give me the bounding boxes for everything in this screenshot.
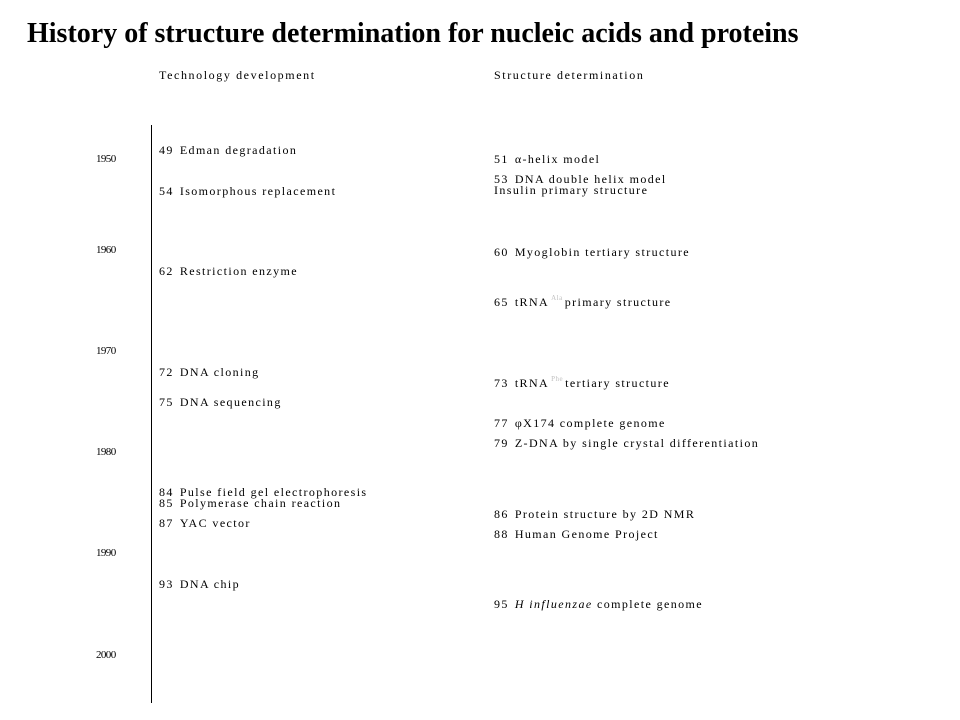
structure-event-year: 51	[494, 152, 509, 166]
tech-event	[159, 264, 298, 279]
structure-event-text: φX174 complete genome	[514, 416, 666, 430]
structure-event-text-suffix: complete genome	[597, 597, 703, 611]
structure-event	[494, 183, 648, 198]
structure-event-text: Myoglobin tertiary structure	[514, 245, 690, 259]
structure-event-year: 65	[494, 295, 509, 309]
structure-event-year: 60	[494, 245, 509, 259]
structure-event	[494, 245, 690, 260]
structure-event	[494, 436, 759, 451]
structure-event	[494, 527, 659, 542]
tech-event	[159, 365, 260, 380]
decade-label-2000: 2000	[96, 649, 116, 661]
tech-event	[159, 395, 282, 410]
tech-event-text: Restriction enzyme	[179, 264, 298, 278]
decade-label-1990: 1990	[96, 547, 116, 559]
structure-column-header: Structure determination	[494, 68, 645, 82]
structure-event-text: Human Genome Project	[514, 527, 659, 541]
tech-event-text: Pulse field gel electrophoresis	[179, 485, 368, 499]
page-title: History of structure determination for nucleic acids and proteins	[27, 18, 799, 49]
structure-event-text-prefix: tRNA	[514, 376, 550, 390]
structure-event-text-prefix: tRNA	[514, 295, 550, 309]
tech-event	[159, 143, 297, 158]
structure-event-text-suffix: primary structure	[564, 295, 672, 309]
tech-event	[159, 577, 240, 592]
decade-label-1980: 1980	[96, 446, 116, 458]
structure-event-superscript: Phe	[551, 375, 564, 383]
tech-event-text: Edman degradation	[179, 143, 298, 157]
structure-event-year: 95	[494, 597, 509, 611]
structure-event	[494, 294, 671, 310]
tech-event-year: 72	[159, 365, 174, 379]
structure-event-species: H influenzae	[514, 597, 593, 611]
structure-event-year: 73	[494, 376, 509, 390]
timeline-axis	[151, 125, 152, 703]
tech-event	[159, 184, 336, 199]
tech-event	[159, 516, 251, 531]
structure-event-text: DNA double helix model	[514, 172, 667, 186]
decade-label-1960: 1960	[96, 244, 116, 256]
tech-event-year: 85	[159, 496, 174, 510]
tech-event	[159, 496, 341, 511]
structure-event	[494, 597, 703, 612]
structure-event-year: 53	[494, 172, 509, 186]
structure-event-year: 79	[494, 436, 509, 450]
structure-event	[494, 152, 600, 167]
tech-event-year: 75	[159, 395, 174, 409]
tech-event-text: YAC vector	[179, 516, 251, 530]
tech-event-year: 62	[159, 264, 174, 278]
tech-event-year: 87	[159, 516, 174, 530]
structure-event-year: 86	[494, 507, 509, 521]
tech-event-text: DNA chip	[179, 577, 241, 591]
structure-event-year: 88	[494, 527, 509, 541]
structure-event-superscript: Ala	[551, 294, 563, 302]
structure-event	[494, 416, 666, 431]
tech-event-year: 49	[159, 143, 174, 157]
structure-event-text-suffix: tertiary structure	[565, 376, 670, 390]
tech-event-text: DNA cloning	[179, 365, 260, 379]
structure-event-text: Z-DNA by single crystal differentiation	[514, 436, 760, 450]
tech-event-year: 54	[159, 184, 174, 198]
tech-event-text: Polymerase chain reaction	[179, 496, 342, 510]
structure-event-text: Protein structure by 2D NMR	[514, 507, 696, 521]
decade-label-1970: 1970	[96, 345, 116, 357]
structure-event	[494, 375, 670, 391]
tech-event-year: 84	[159, 485, 174, 499]
structure-event	[494, 507, 695, 522]
decade-label-1950: 1950	[96, 153, 116, 165]
structure-event-text: α-helix model	[514, 152, 601, 166]
tech-event-text: Isomorphous replacement	[179, 184, 337, 198]
technology-column-header: Technology development	[159, 68, 316, 82]
structure-event-text: Insulin primary structure	[494, 183, 649, 197]
tech-event-year: 93	[159, 577, 174, 591]
structure-event-year: 77	[494, 416, 509, 430]
tech-event-text: DNA sequencing	[179, 395, 282, 409]
